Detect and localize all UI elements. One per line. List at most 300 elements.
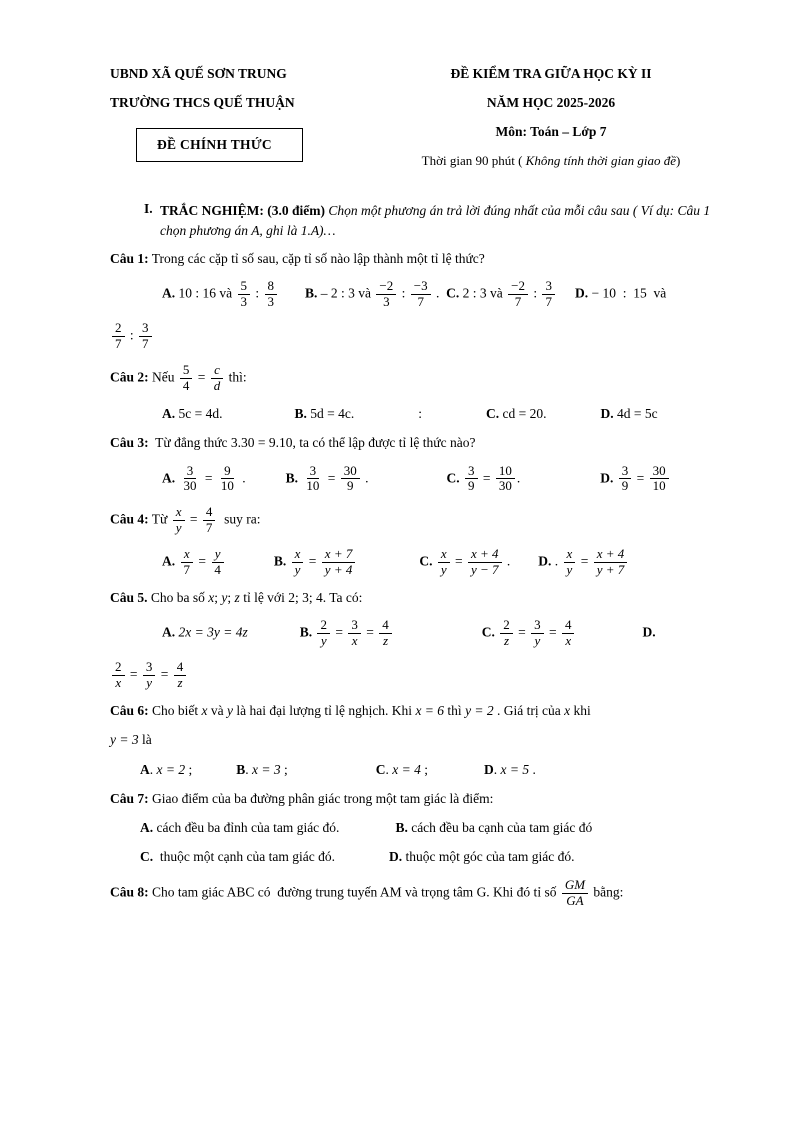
text-run — [312, 625, 315, 640]
text-run — [298, 470, 301, 485]
spacer — [335, 860, 389, 861]
fraction — [181, 464, 200, 495]
bold-label: D — [484, 761, 494, 777]
spacer — [557, 297, 575, 298]
bold-label: C. — [446, 285, 460, 301]
text-run: : — [418, 406, 422, 421]
text-run: cd = 20. — [499, 406, 547, 421]
exam-title: ĐỀ KIỂM TRA GIỮA HỌC KỲ II — [450, 66, 652, 81]
numerator: −2 — [508, 279, 528, 295]
text-run: = — [545, 624, 560, 640]
question-stem — [110, 701, 722, 721]
section-numeral: I. — [144, 201, 153, 216]
fraction — [181, 547, 194, 578]
fraction — [303, 464, 322, 495]
denominator: GA — [566, 892, 584, 908]
denominator: z — [503, 633, 510, 649]
denominator: y — [146, 675, 153, 691]
fraction — [112, 321, 125, 352]
text-run: Cho tam giác ABC có đường trung tuyến AM và trọng tâm G. Khi đó tỉ số — [148, 884, 560, 900]
math-run: y = 3 — [110, 732, 139, 748]
spacer — [369, 481, 447, 482]
numerator: x — [438, 547, 450, 563]
math-run: x = 3 — [252, 761, 281, 777]
text-run: và — [207, 703, 228, 719]
spacer — [339, 831, 395, 832]
bold-label: B. — [285, 470, 299, 486]
question — [110, 362, 722, 424]
text-run: . — [238, 470, 246, 486]
denominator: d — [213, 378, 221, 394]
school-authority: UBND XÃ QUẾ SƠN TRUNG — [110, 66, 287, 81]
school-year: NĂM HỌC 2025-2026 — [486, 95, 616, 110]
spacer — [246, 481, 286, 482]
denominator: y — [566, 562, 573, 578]
question-continuation — [110, 320, 722, 353]
text-run: – 2 : 3 và — [317, 285, 375, 301]
numerator: y — [212, 547, 224, 563]
text-run: 5c = 4d. — [175, 406, 223, 421]
numerator: 2 — [500, 618, 513, 634]
text-run: ; — [227, 590, 235, 606]
numerator: 10 — [496, 464, 515, 480]
section-body — [160, 201, 722, 240]
bold-label: B. — [273, 553, 287, 569]
bold-label: C — [375, 761, 386, 777]
denominator: 10 — [220, 478, 234, 494]
numerator: 4 — [174, 660, 187, 676]
numerator: 2 — [317, 618, 330, 634]
text-run — [432, 554, 435, 569]
bold-label: B. — [395, 820, 408, 836]
denominator: 30 — [183, 478, 197, 494]
denominator: x — [565, 633, 572, 649]
denominator: y — [440, 562, 447, 578]
numerator: 4 — [562, 618, 575, 634]
section-title: TRẮC NGHIỆM: (3.0 điểm) — [160, 203, 325, 218]
numerator: x — [564, 547, 576, 563]
math-run: x — [201, 703, 208, 719]
bold-label: A. — [140, 820, 154, 836]
answer-options — [110, 278, 722, 311]
bold-label: D. — [574, 285, 589, 301]
text-run — [460, 470, 463, 485]
fraction — [218, 464, 237, 495]
question-continuation — [110, 659, 722, 692]
denominator: y + 4 — [324, 562, 353, 578]
denominator: 9 — [347, 478, 354, 494]
fraction — [317, 618, 330, 649]
numerator: 3 — [139, 321, 152, 337]
text-run: = — [305, 553, 320, 569]
bold-label: D. — [600, 406, 614, 421]
bold-label: A — [140, 761, 150, 777]
denominator: z — [177, 675, 183, 691]
denominator: 7 — [115, 336, 122, 352]
text-run: = — [633, 470, 648, 486]
fraction — [508, 279, 528, 310]
text-run: 4d = 5c — [613, 406, 658, 421]
denominator: 3 — [240, 294, 247, 310]
questions-section — [110, 249, 722, 909]
text-run: thì: — [225, 369, 247, 385]
answer-options — [110, 546, 722, 579]
denominator: 10 — [306, 478, 320, 494]
text-run: − 10 : 15 và — [588, 285, 667, 301]
duration-prefix: Thời gian 90 phút ( — [421, 153, 526, 168]
bold-label: B. — [305, 285, 318, 301]
bold-label: C. — [446, 470, 460, 486]
numerator: −3 — [411, 279, 431, 295]
numerator: 3 — [531, 618, 544, 634]
denominator: x — [115, 675, 122, 691]
text-run: . — [432, 285, 447, 301]
math-run: x = 2 — [156, 761, 186, 777]
text-run: : — [252, 285, 263, 301]
header-left-column — [110, 66, 380, 169]
question — [110, 789, 722, 868]
question-stem — [110, 588, 722, 608]
fraction — [376, 279, 396, 310]
numerator: x + 7 — [322, 547, 356, 563]
numerator: 3 — [184, 464, 197, 480]
text-run: = — [195, 553, 210, 569]
bold-label: D. — [642, 624, 656, 640]
fraction — [348, 618, 361, 649]
spacer — [226, 565, 274, 566]
fraction — [341, 464, 360, 495]
bold-label: Câu 3: — [110, 435, 149, 451]
bold-label: C. — [419, 553, 433, 569]
fraction — [143, 660, 156, 691]
text-run: Trong các cặp tỉ số sau, cặp tỉ số nào lập thành một tỉ lệ thức? — [148, 251, 485, 267]
bold-label: A. — [162, 470, 176, 486]
denominator: 7 — [142, 336, 149, 352]
numerator: x + 4 — [594, 547, 628, 563]
section-instructions: Chọn một phương án trả lời đúng nhất của mỗi câu sau ( Ví dụ: Câu 1 chọn phương án A, ghi là 1.A)… — [160, 203, 711, 238]
math-run: y = 2 — [465, 703, 494, 719]
bold-label: C. — [140, 849, 154, 865]
bold-label: Câu 2: — [110, 369, 149, 385]
fraction — [562, 878, 588, 909]
text-run — [613, 470, 616, 485]
numerator: 30 — [650, 464, 669, 480]
numerator: 3 — [465, 464, 478, 480]
spacer — [576, 636, 642, 637]
math-run: 2x = 3y = 4z — [178, 624, 248, 640]
denominator: x — [351, 633, 358, 649]
text-run: = — [126, 666, 141, 682]
denominator: 30 — [498, 478, 512, 494]
bold-label: Câu 5. — [110, 590, 148, 606]
bold-label: Câu 4: — [110, 511, 149, 527]
text-run: . Giá trị của — [493, 703, 565, 719]
numerator: GM — [562, 878, 588, 894]
fraction — [465, 464, 478, 495]
text-run: = — [514, 624, 530, 640]
text-run: . — [245, 761, 253, 777]
math-run: x — [564, 703, 571, 719]
text-run: thuộc một cạnh của tam giác đó. — [153, 849, 335, 865]
text-run: thuộc một góc của tam giác đó. — [402, 849, 575, 865]
bold-label: D. — [388, 849, 403, 865]
fraction — [564, 547, 576, 578]
denominator: z — [382, 633, 389, 649]
text-run: tỉ lệ với 2; 3; 4. Ta có: — [239, 590, 363, 606]
bold-label: B — [236, 761, 246, 777]
math-run: y — [227, 703, 234, 719]
question — [110, 433, 722, 495]
text-run: = — [201, 470, 216, 486]
bold-label: C. — [481, 624, 495, 640]
question-stem — [110, 362, 722, 395]
fraction — [174, 660, 187, 691]
text-run: là hai đại lượng tỉ lệ nghịch. Khi — [233, 703, 416, 719]
text-run: bằng: — [590, 884, 624, 900]
numerator: 2 — [112, 660, 125, 676]
spacer — [192, 773, 236, 774]
text-run: . — [551, 553, 562, 569]
text-run: = — [362, 624, 378, 640]
answer-options — [110, 404, 722, 424]
text-run: = — [194, 369, 209, 385]
bold-label: C. — [486, 406, 500, 421]
text-run: ; — [185, 761, 193, 777]
exam-header — [110, 66, 722, 169]
duration-line — [380, 153, 722, 169]
denominator: 7 — [417, 294, 424, 310]
text-run: ; — [214, 590, 222, 606]
fraction — [203, 505, 216, 536]
fraction — [211, 547, 224, 578]
fraction — [594, 547, 628, 578]
text-run: . — [493, 761, 501, 777]
numerator: 3 — [542, 279, 555, 295]
text-run: . — [385, 761, 393, 777]
spacer — [546, 417, 600, 418]
text-run — [175, 470, 178, 485]
question-stem — [110, 789, 722, 809]
bold-label: Câu 7: — [110, 790, 149, 806]
spacer — [422, 417, 486, 418]
text-run: ; — [280, 761, 288, 777]
spacer — [288, 773, 376, 774]
denominator: y — [294, 562, 301, 578]
denominator: y − 7 — [471, 562, 499, 578]
text-run: Cho ba số — [147, 590, 209, 606]
numerator: 5 — [180, 363, 193, 379]
bold-label: A. — [162, 285, 176, 301]
numerator: 5 — [238, 279, 251, 295]
text-run: cách đều ba đỉnh của tam giác đó. — [153, 820, 340, 836]
question — [110, 588, 722, 692]
question-stem — [110, 504, 722, 537]
text-run: = — [451, 553, 466, 569]
text-run: : — [126, 327, 138, 343]
numerator: −2 — [376, 279, 396, 295]
fraction — [468, 547, 502, 578]
text-run: : — [529, 285, 541, 301]
text-run: Từ đẳng thức 3.30 = 9.10, ta có thể lập được tỉ lệ thức nào? — [148, 435, 476, 451]
question — [110, 701, 722, 780]
text-run: = — [186, 511, 201, 527]
text-run: cách đều ba cạnh của tam giác đó — [407, 820, 593, 836]
fraction — [180, 363, 193, 394]
text-run: . — [516, 470, 521, 486]
numerator: 8 — [265, 279, 278, 295]
denominator: 4 — [214, 562, 221, 578]
answer-options — [110, 617, 722, 650]
denominator: 3 — [267, 294, 275, 310]
fraction — [500, 618, 513, 649]
school-name: TRƯỜNG THCS QUẾ THUẬN — [110, 95, 295, 110]
text-run: . — [361, 470, 369, 486]
bold-label: Câu 1: — [110, 251, 149, 267]
text-run: Nếu — [148, 369, 178, 385]
denominator: 7 — [545, 294, 552, 310]
spacer — [428, 773, 484, 774]
numerator: x — [173, 505, 185, 521]
text-run: suy ra: — [217, 511, 261, 527]
bold-label: Câu 8: — [110, 884, 149, 900]
text-run: 5d = 4c. — [306, 406, 355, 421]
text-run: . — [503, 553, 511, 569]
question-continuation — [110, 730, 722, 750]
math-run: z — [234, 590, 240, 606]
denominator: y — [175, 520, 182, 536]
text-run: thì — [444, 703, 466, 719]
text-run: Từ — [148, 511, 171, 527]
fraction — [238, 279, 251, 310]
text-run — [175, 554, 178, 569]
spacer — [520, 481, 600, 482]
bold-label: B. — [294, 406, 307, 421]
text-run: : — [398, 285, 409, 301]
numerator: 3 — [348, 618, 361, 634]
fraction — [562, 618, 575, 649]
spacer — [222, 417, 294, 418]
fraction — [496, 464, 515, 495]
fraction — [650, 464, 669, 495]
fraction — [112, 660, 125, 691]
denominator: y — [320, 633, 327, 649]
denominator: 9 — [468, 478, 475, 494]
question-stem — [110, 249, 722, 269]
answer-options — [110, 818, 722, 838]
fraction — [411, 279, 431, 310]
text-run — [495, 625, 498, 640]
denominator: 7 — [205, 520, 213, 536]
fraction — [292, 547, 304, 578]
denominator: y + 7 — [596, 562, 625, 578]
text-run: = — [479, 470, 494, 486]
fraction — [531, 618, 544, 649]
numerator: 3 — [143, 660, 156, 676]
question — [110, 877, 722, 910]
bold-label: D. — [600, 470, 614, 486]
text-run: = — [157, 666, 172, 682]
numerator: 9 — [221, 464, 234, 480]
text-run: 2 : 3 và — [459, 285, 507, 301]
text-run: ; — [420, 761, 429, 777]
answer-options — [110, 463, 722, 496]
bold-label: A. — [162, 624, 176, 640]
text-run — [286, 554, 289, 569]
numerator: x — [181, 547, 193, 563]
text-run: Giao điểm của ba đường phân giác trong một tam giác là điểm: — [148, 790, 494, 806]
spacer — [248, 636, 300, 637]
numerator: 3 — [307, 464, 320, 480]
spacer — [510, 565, 538, 566]
fraction — [265, 279, 278, 310]
duration-note: Không tính thời gian giao đề — [525, 153, 676, 168]
denominator: 10 — [652, 478, 666, 494]
fraction — [379, 618, 392, 649]
bold-label: A. — [162, 406, 176, 421]
spacer — [394, 636, 482, 637]
section-heading — [110, 201, 722, 240]
text-run: . — [149, 761, 157, 777]
math-run: x = 6 — [415, 703, 445, 719]
question — [110, 249, 722, 353]
text-run: là — [138, 732, 152, 748]
numerator: x + 4 — [468, 547, 502, 563]
text-run: khi — [570, 703, 591, 719]
fraction — [619, 464, 632, 495]
text-run: = — [577, 553, 592, 569]
denominator: 7 — [514, 294, 522, 310]
fraction — [322, 547, 356, 578]
fraction — [542, 279, 555, 310]
header-right-column — [380, 66, 722, 169]
question — [110, 504, 722, 579]
numerator: 30 — [341, 464, 360, 480]
math-run: x = 4 — [392, 761, 421, 777]
spacer — [357, 565, 419, 566]
text-run: . — [529, 761, 536, 777]
numerator: c — [211, 363, 223, 379]
answer-options — [110, 847, 722, 867]
fraction — [211, 363, 224, 394]
math-run: x = 5 — [500, 761, 530, 777]
bold-label: Câu 6: — [110, 703, 149, 719]
numerator: 4 — [379, 618, 392, 634]
numerator: 2 — [112, 321, 125, 337]
question-stem — [110, 433, 722, 453]
text-run: = — [324, 470, 339, 486]
question-stem — [110, 877, 722, 910]
spacer — [279, 297, 305, 298]
text-run: 10 : 16 và — [175, 285, 236, 301]
answer-options — [110, 760, 722, 780]
denominator: y — [534, 633, 541, 649]
spacer — [354, 417, 418, 418]
denominator: 9 — [621, 478, 629, 494]
bold-label: D. — [538, 553, 552, 569]
text-run: = — [331, 624, 347, 640]
subject-line: Môn: Toán – Lớp 7 — [495, 124, 607, 139]
denominator: 4 — [182, 378, 190, 394]
math-run: x — [208, 590, 215, 606]
official-exam-stamp: ĐỀ CHÍNH THỨC — [136, 128, 303, 162]
denominator: 7 — [183, 562, 190, 578]
math-run: y — [221, 590, 228, 606]
duration-suffix: ) — [675, 153, 681, 168]
fraction — [139, 321, 152, 352]
numerator: 3 — [619, 464, 632, 480]
bold-label: A. — [162, 553, 176, 569]
fraction — [438, 547, 450, 578]
